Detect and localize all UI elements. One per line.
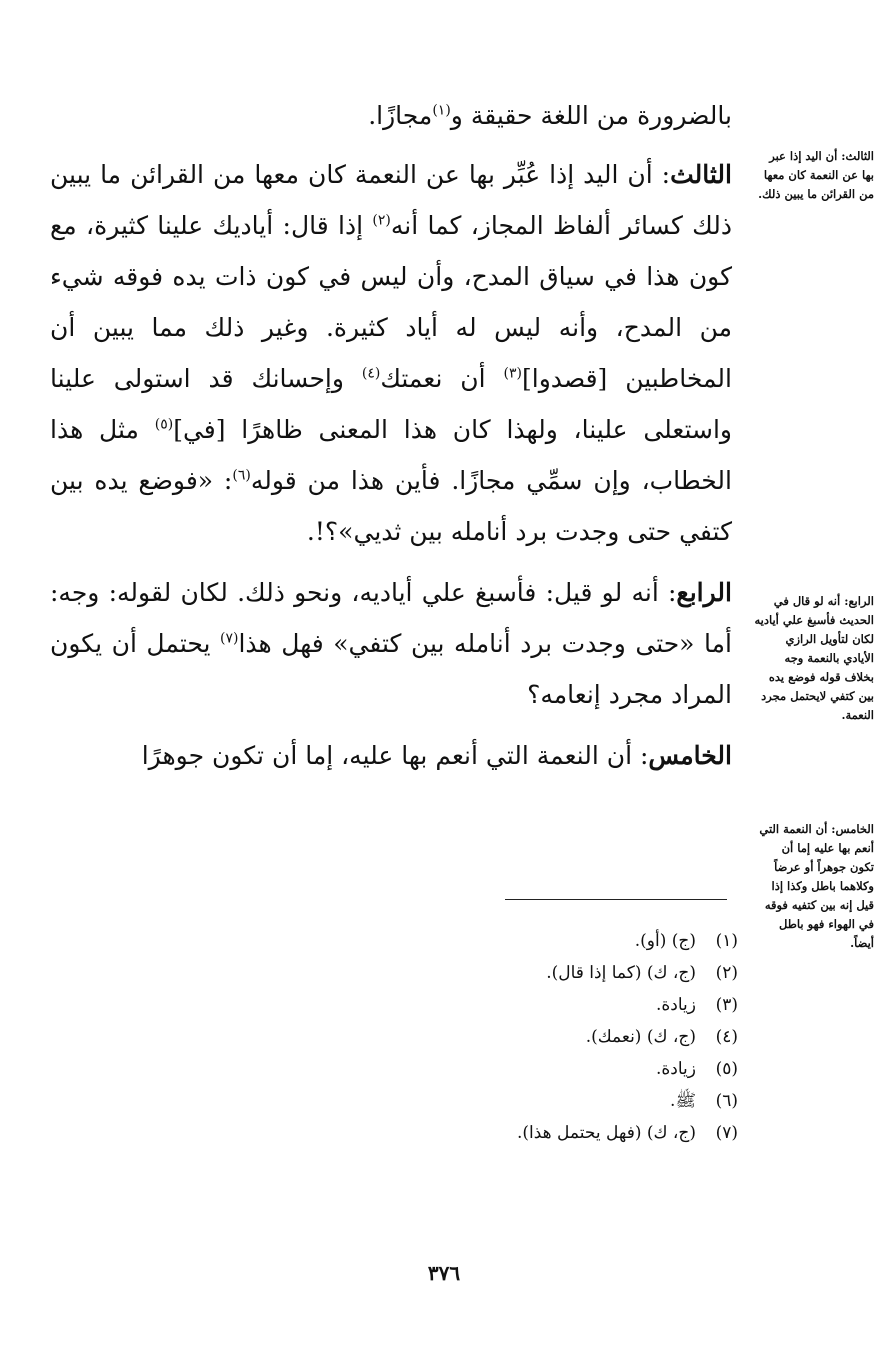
footnote-number: (١)	[715, 931, 738, 951]
section-keyword-fourth: الرابع	[676, 578, 732, 607]
footnote-item	[300, 989, 738, 1021]
footnote-text: زيادة.	[655, 1059, 696, 1079]
footnote-ref-2: (٢)	[372, 212, 391, 229]
section-keyword-fifth: الخامس	[648, 741, 732, 770]
footnote-number: (٣)	[715, 995, 738, 1015]
footnote-text: (ج، ك) (كما إذا قال).	[546, 963, 696, 983]
footnote-item	[300, 1117, 738, 1149]
text-segment: وإحسانك قد استولى علينا واستعلى علينا، ولهذا كان هذا المعنى ظاهرًا [في]	[50, 364, 732, 444]
footnote-number: (٤)	[715, 1027, 738, 1047]
paragraph-third	[50, 149, 732, 557]
text-segment: بالضرورة من اللغة حقيقة و	[450, 101, 732, 130]
text-segment: مجازًا.	[368, 101, 433, 130]
paragraph-intro	[50, 90, 732, 141]
footnote-number: (٢)	[715, 963, 738, 983]
main-text	[50, 90, 732, 791]
section-keyword-third: الثالث	[670, 160, 732, 189]
text-segment: : «فوضع يده بين كتفي حتى وجدت برد أنامله بين ثديي»؟!.	[50, 466, 732, 546]
footnote-ref-7: (٧)	[220, 630, 239, 647]
footnote-ref-6: (٦)	[232, 467, 251, 484]
footnote-text: (ج) (أو).	[634, 931, 696, 951]
footnotes	[300, 925, 738, 1149]
text-segment: يحتمل أن يكون المراد مجرد إنعامه؟	[50, 629, 732, 709]
text-segment: أن نعمتك	[380, 364, 504, 393]
page-number: ٣٧٦	[427, 1261, 461, 1285]
margin-note-fifth: الخامس: أن النعمة التي أنعم بها عليه إما أن تكون جوهراً أو عرضاً وكلاهما باطل وكذا إذا قيل إنه بين كتفيه فوقه في الهواء فهو باطل أيضاً.	[759, 822, 874, 950]
text-segment: إذا قال: أياديك علينا كثيرة، مع كون هذا في سياق المدح، وأن ليس في كون ذات يده فوقه شيء من المدح، وأنه ليس له أياد كثيرة. وغير ذلك مما يبين أن المخاطبين [قصدوا]	[50, 211, 732, 393]
margin-note-third: الثالث: أن اليد إذا عبر بها عن النعمة كان معها من القرائن ما يبين ذلك.	[758, 149, 874, 201]
footnote-ref-4: (٤)	[361, 365, 381, 382]
footnote-item	[300, 957, 738, 989]
margin-note-fourth: الرابع: أنه لو قال في الحديث فأسبغ علي أياديه لكان لتأويل الرازي الأيادي بالنعمة وجه بخلاف قوله فوضع يده بين كتفي لايحتمل مجرد النعمة.	[754, 594, 874, 722]
footnote-text: (ج، ك) (فهل يحتمل هذا).	[516, 1123, 696, 1143]
footnote-item	[300, 1085, 738, 1117]
footnote-item	[300, 1053, 738, 1085]
footnote-item	[300, 925, 738, 957]
paragraph-fifth	[50, 730, 732, 781]
footnote-text: زيادة.	[655, 995, 696, 1015]
text-segment: مثل هذا الخطاب، وإن سمِّي مجازًا. فأين هذا من قوله	[50, 415, 732, 495]
footnote-number: (٦)	[715, 1091, 738, 1111]
footnote-number: (٧)	[715, 1123, 738, 1143]
footnote-item	[300, 1021, 738, 1053]
text-segment: : أن اليد إذا عُبِّر بها عن النعمة كان معها من القرائن ما يبين ذلك كسائر ألفاظ المجاز، كما أنه	[50, 160, 733, 240]
paragraph-fourth	[50, 567, 732, 720]
footnote-number: (٥)	[715, 1059, 738, 1079]
footnote-ref-5: (٥)	[154, 416, 174, 433]
footnote-text: (ج، ك) (نعمك).	[585, 1027, 696, 1047]
footnote-ref-1: (١)	[432, 102, 451, 119]
footnote-text: ﷺ.	[670, 1091, 696, 1111]
footnote-ref-3: (٣)	[503, 365, 522, 382]
text-segment: : أنه لو قيل: فأسبغ علي أياديه، ونحو ذلك. لكان لقوله: وجه: أما «حتى وجدت برد أنامله بين كتفي» فهل هذا	[50, 578, 732, 658]
text-segment: : أن النعمة التي أنعم بها عليه، إما أن تكون جوهرًا	[141, 741, 649, 770]
footnote-divider	[505, 899, 727, 900]
